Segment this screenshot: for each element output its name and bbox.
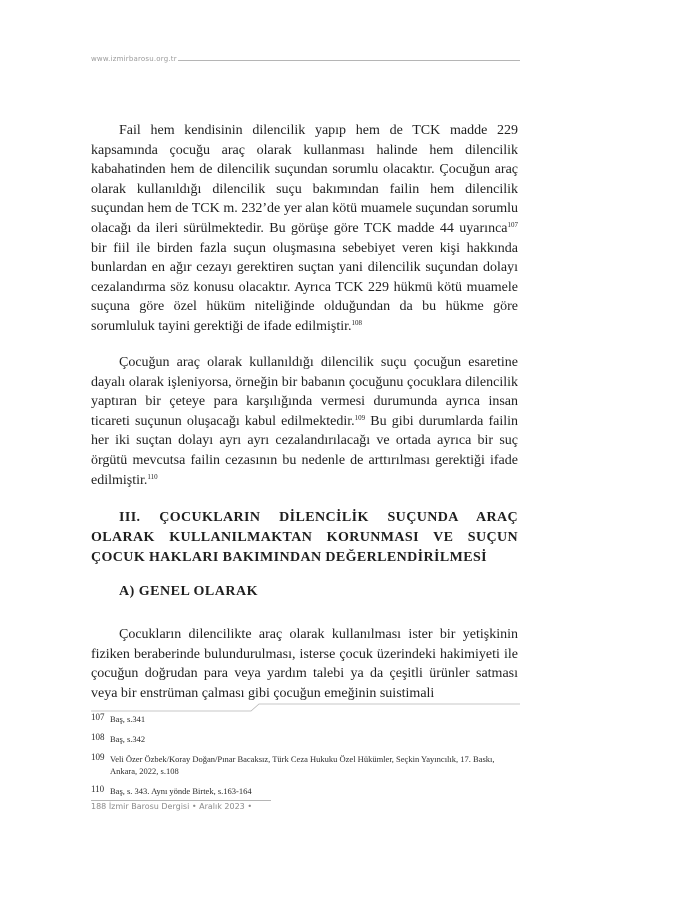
- footnote-number: 107: [91, 712, 105, 722]
- footnote-number: 110: [91, 784, 105, 794]
- footnote-108: [91, 733, 520, 745]
- paragraph-2-text: Çocuğun araç olarak kullanıldığı dilencilik suçu çocuğun esaretine dayalı olarak işleniyorsa, örneğin bir babanın çocuğunu çocuklara dilencilik yaptıran bir çeteye para karşılığında vermesi durumunda ayrıca insan ticareti suçunun oluşacağı kabul edilmektedir.: [91, 355, 518, 429]
- body-paragraph-3: Çocukların dilencilikte araç olarak kullanılması ister bir yetişkinin fiziken beraberinde bulundurulması, isterse çocuk üzerindeki hakimiyeti ile çocuğun doğrudan para veya yardım talebi ya da çeşitli ürünler satması veya bir enstrüman çalması gibi çocuğun emeğinin suistimali: [91, 627, 518, 701]
- body-paragraph-1: [91, 121, 518, 337]
- section-heading: III. ÇOCUKLARIN DİLENCİLİK SUÇUNDA ARAÇ OLARAK KULLANILMAKTAN KORUNMASI VE SUÇUN ÇOCUK HAKLARI BAKIMINDAN DEĞERLENDİRİLMESİ: [91, 510, 518, 565]
- footnote-text: Baş, s.342: [110, 734, 146, 744]
- footnote-number: 109: [91, 752, 105, 762]
- footnote-ref-109[interactable]: 109: [354, 413, 366, 422]
- paragraph-1-text: Fail hem kendisinin dilencilik yapıp hem de TCK madde 229 kapsamında çocuğu araç olarak kullanması halinde hem dilencilik kabahatinden hem de dilencilik suçundan sorumlu olacaktır. Çocuğun araç olarak kullanıldığı dilencilik suçu bakımından failin hem dilencilik suçundan hem de TCK m. 232’de yer alan kötü muamele suçundan sorumlu olacağı da ileri sürülmektedir. Bu görüşe göre TCK madde 44 uyarınca: [91, 123, 518, 236]
- footnote-107: [91, 713, 520, 725]
- paragraph-1-text-cont: bir fiil ile birden fazla suçun oluşmasına sebebiyet veren kişi hakkında bunlardan en ağır cezayı gerektiren suçtan yani dilencilik suçundan dolayı cezalandırma söz konusu olacaktır. Ayrıca TCK 229 hükmü kötü muamele suçuna göre özel hüküm niteliğinde olduğundan da bu hükme göre sorumluluk tayini gerektiği de ifade edilmiştir.: [91, 240, 518, 334]
- footnote-text: Baş, s.341: [110, 714, 146, 724]
- page-footer: 188 İzmir Barosu Dergisi • Aralık 2023 •: [91, 802, 253, 811]
- header-rule: [178, 60, 520, 61]
- footnotes-list: [91, 713, 520, 805]
- footnote-number: 108: [91, 732, 105, 742]
- header-url: www.izmirbarosu.org.tr: [91, 55, 177, 63]
- footnote-ref-107[interactable]: 107: [507, 220, 518, 229]
- paragraph-2-text-cont: Bu gibi durumlarda failin her iki suçtan dolayı ayrı ayrı cezalandırılacağı ve ortada ayrıca bir suç örgütü mevcutsa failin cezasının bu nedenle de arttırılması gerektiği ifade edilmiştir.: [91, 413, 518, 488]
- sub-heading: A) GENEL OLARAK: [119, 584, 258, 599]
- footnote-text: Baş, s. 343. Aynı yönde Birtek, s.163-164: [110, 786, 252, 796]
- footnote-109: [91, 753, 520, 777]
- body-paragraph-2: [91, 353, 518, 490]
- footer-rule: [91, 800, 271, 801]
- footnote-text: Veli Özer Özbek/Koray Doğan/Pınar Bacaksız, Türk Ceza Hukuku Özel Hükümler, Seçkin Yayıncılık, 17. Baskı, Ankara, 2022, s.108: [110, 754, 495, 776]
- footnote-110: [91, 785, 520, 797]
- footnote-ref-108[interactable]: 108: [351, 318, 363, 327]
- footnote-ref-110[interactable]: 110: [147, 472, 158, 481]
